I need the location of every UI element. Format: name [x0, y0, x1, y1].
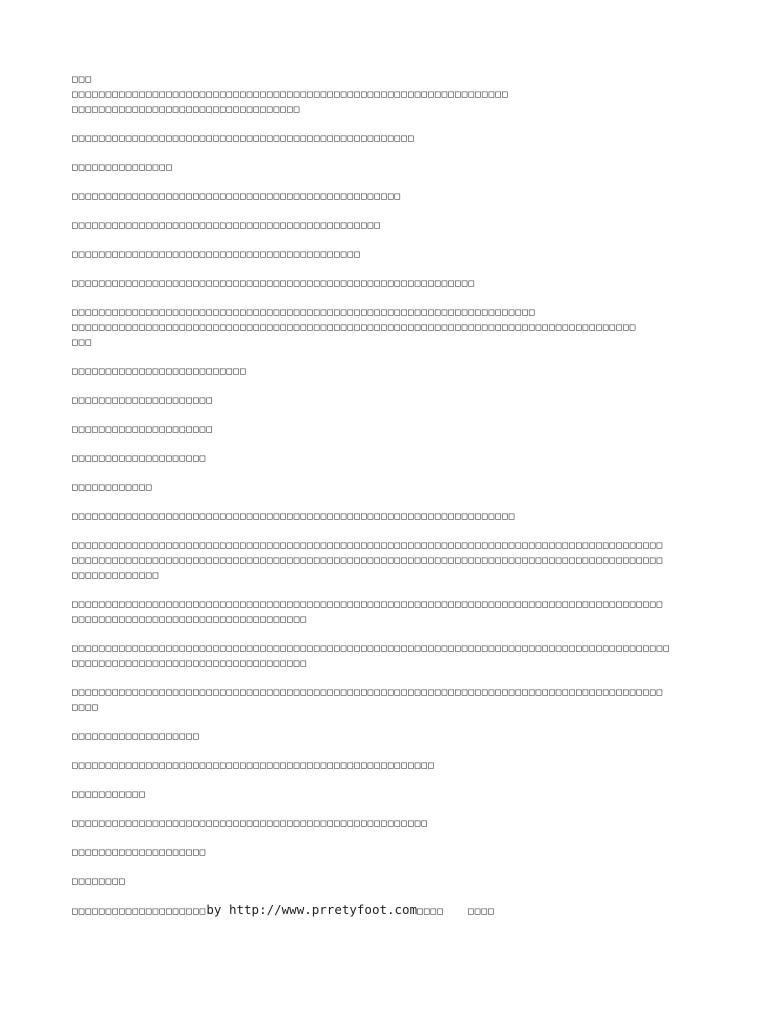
paragraph — [72, 422, 712, 437]
paragraph — [72, 247, 712, 262]
footer-prefix: □□□□□□□□□□□□□□□□□□□□ — [72, 906, 207, 917]
paragraph — [72, 641, 712, 671]
footer-trailing: □□□□ — [468, 906, 495, 917]
paragraph-line: □□□□□□□□□□□□□□□□□□□□□□□□□□□□□□□□□□□□□□□□□□□□□□□□□□□□□□ — [72, 760, 435, 771]
paragraph-line: □□□□□□□□□□□□□□□□□□□□□□□□□□□□□□□□□□□ — [72, 658, 308, 669]
paragraph-line: □□□□□□□□□□□□□□□□□□□□□□□□□□ — [72, 366, 247, 377]
paragraph — [72, 787, 712, 802]
paragraph-line: □□□□□□□□□□□□□□□□□□□□□□□□□□□□□□□□□□□□□□□□□□□□□□□□□□□□□□□□□□□□□□□□□□□□□□□□□□□□□□□□□□□□□□□□□ — [72, 643, 671, 654]
paragraph — [72, 451, 712, 466]
paragraph-line: □□□□□□□□□□□□□□□□□□□□□□□□□□□□□□□□□□□□□□□□□□□□□□□□□□□□□□□□□□□□□□□□□□□□□□□□□□□□□□□□□□□□ — [72, 322, 637, 333]
paragraph — [72, 509, 712, 524]
paragraph — [72, 480, 712, 495]
document-page — [72, 72, 712, 920]
paragraph-line: □□□□□□□□□□□□□□□□□□□□□□□□□□□□□□□□□□□□□□□□□□□□□□□□□□□□□□□□□□□□ — [72, 278, 476, 289]
paragraph-line: □□□□□□□□□□□□□ — [72, 570, 160, 581]
paragraph-line: □□□□□□□□□□□□□□□□□□□□□□□□□□□□□□□□□□□□□□□□□□□ — [72, 249, 361, 260]
paragraph-line: □□□□□□□□□□□□□□□□□□□□□□□□□□□□□□□□□□□□□□□□□□□□□□□□□□□□□□□□□□□□□□□□□□□□□□□□□□□□□□□□□□□□□□□□ — [72, 687, 664, 698]
paragraph-line: □□□□□□□□□□□□□□□□□□□□□□□□□□□□□□□□□□□□□□□□□□□□□□□□□ — [72, 191, 402, 202]
paragraph-line: □□□□□□□□□□□□□□□□□□□□□□□□□□□□□□□□□□□□□□□□□□□□□□□□□□□□□ — [72, 818, 429, 829]
paragraph-line: □□□□□□□□□□□□□□□□□□□ — [72, 731, 200, 742]
paragraph-line: □□□ — [72, 74, 93, 85]
paragraph — [72, 874, 712, 889]
paragraph-line: □□□□□□□□□□□□□□□□□□□□□□□□□□□□□□□□□□□□□□□□□□□□□□□□□□□□□□□□□□□□□□□□□□□□□□□□□□□□□□□□□□□□□□□□ — [72, 555, 664, 566]
footer-credit-link[interactable]: by http://www.prretyfoot.com — [206, 902, 418, 917]
paragraph-line: □□□□□□□□ — [72, 876, 126, 887]
document-body — [72, 72, 712, 889]
footer-suffix: □□□□ — [417, 906, 444, 917]
paragraph — [72, 276, 712, 291]
paragraph-line: □□□□□□□□□□□□□□□□□□□□□□□□□□□□□□□□□□ — [72, 104, 301, 115]
paragraph-line: □□□□□□□□□□□□□□□□□□□□□□□□□□□□□□□□□□□ — [72, 614, 308, 625]
paragraph — [72, 729, 712, 744]
paragraph-line: □□□□□□□□□□□□□□□□□□□□□□□□□□□□□□□□□□□□□□□□□□□□□□□□□□□ — [72, 133, 415, 144]
footer-line — [72, 902, 712, 920]
paragraph — [72, 538, 712, 583]
paragraph-line: □□□□□□□□□□□□□□□□□□□□□□□□□□□□□□□□□□□□□□□□□□□□□□□□□□□□□□□□□□□□□□□□□□□□□□□□□□□□□□□□□□□□□□□□ — [72, 599, 664, 610]
paragraph-line: □□□□□□□□□□□□ — [72, 482, 153, 493]
paragraph — [72, 305, 712, 350]
paragraph — [72, 131, 712, 146]
paragraph-line: □□□□□□□□□□□□□□□□□□□□□ — [72, 395, 214, 406]
paragraph — [72, 393, 712, 408]
paragraph — [72, 816, 712, 831]
paragraph-line: □□□□□□□□□□□□□□□□□□□□□□□□□□□□□□□□□□□□□□□□□□□□□□□□□□□□□□□□□□□□□□□□□□□□□ — [72, 307, 536, 318]
paragraph — [72, 364, 712, 379]
paragraph-line: □□□□□□□□□□□□□□□□□□□□□□□□□□□□□□□□□□□□□□□□□□□□□□□□□□□□□□□□□□□□□□□□□□□□□□□□□□□□□□□□□□□□□□□□ — [72, 540, 664, 551]
paragraph-line: □□□□□□□□□□□ — [72, 789, 146, 800]
paragraph — [72, 218, 712, 233]
paragraph-line: □□□ — [72, 337, 93, 348]
paragraph-line: □□□□□□□□□□□□□□□□□□□□ — [72, 453, 207, 464]
paragraph-line: □□□□□□□□□□□□□□□□□□□□□□□□□□□□□□□□□□□□□□□□□□□□□□□□□□□□□□□□□□□□□□□□□□ — [72, 511, 516, 522]
paragraph — [72, 72, 712, 117]
paragraph — [72, 758, 712, 773]
paragraph — [72, 189, 712, 204]
paragraph-line: □□□□□□□□□□□□□□□□□□□□□□□□□□□□□□□□□□□□□□□□□□□□□□□□□□□□□□□□□□□□□□□□□ — [72, 89, 509, 100]
paragraph — [72, 597, 712, 627]
paragraph-line: □□□□□□□□□□□□□□□□□□□□□□□□□□□□□□□□□□□□□□□□□□□□□□ — [72, 220, 382, 231]
paragraph-line: □□□□□□□□□□□□□□□□□□□□□ — [72, 424, 214, 435]
paragraph-line: □□□□□□□□□□□□□□□□□□□□ — [72, 847, 207, 858]
paragraph-line: □□□□□□□□□□□□□□□ — [72, 162, 173, 173]
paragraph — [72, 845, 712, 860]
paragraph-line: □□□□ — [72, 702, 99, 713]
paragraph — [72, 685, 712, 715]
paragraph — [72, 160, 712, 175]
